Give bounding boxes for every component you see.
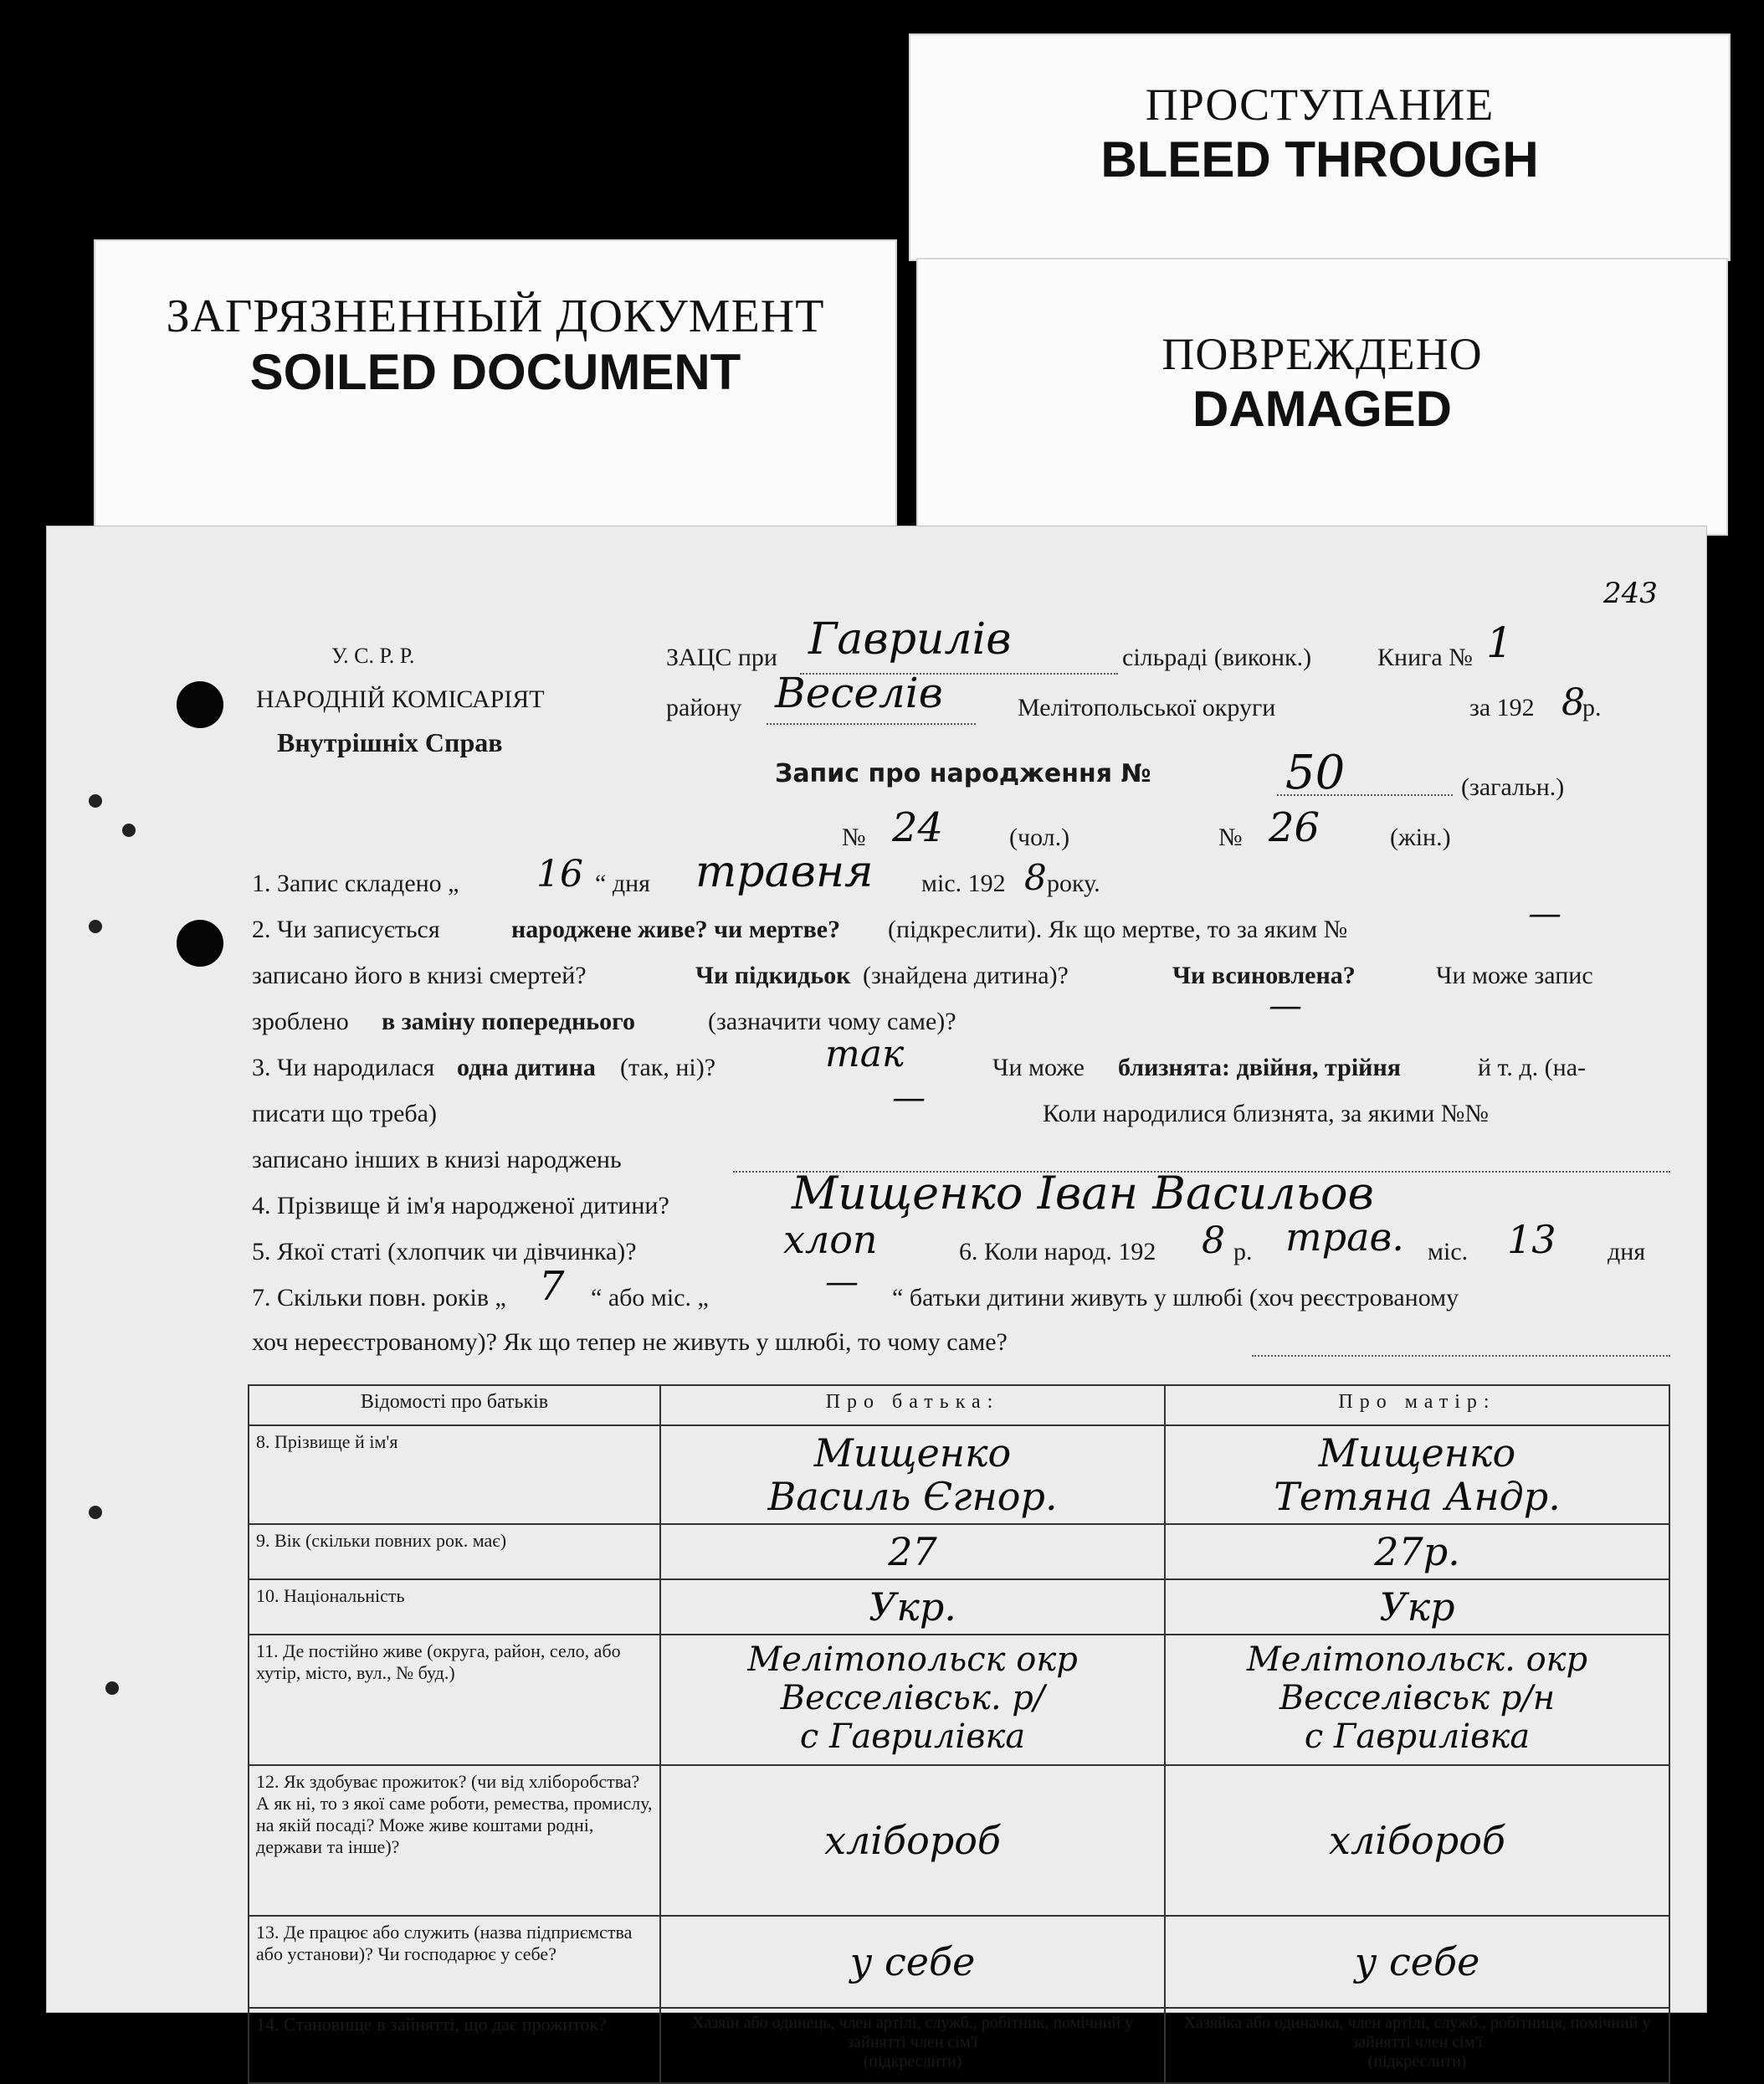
q3-yes-no: (так, ні)? [620, 1054, 716, 1081]
mother-given-name: Тетяна Андр. [1274, 1474, 1561, 1519]
row-question: 10. Національність [249, 1579, 660, 1635]
punch-mark [122, 824, 136, 837]
book-label: Книга № [1377, 644, 1473, 671]
q5-sex-label: 5. Якої статі (хлопчик чи дівчинка)? [252, 1238, 637, 1265]
father-nationality-value: Укр. [869, 1584, 956, 1630]
table-row [249, 1425, 1669, 1524]
bleed-through-label [909, 33, 1731, 261]
row-question: 11. Де постійно живе (округа, район, село, або хутір, місто, вул., № буд.) [249, 1635, 660, 1765]
day-suffix: дня [1608, 1238, 1646, 1265]
q2-answer: — [1528, 895, 1561, 933]
book-number: 1 [1486, 619, 1513, 667]
q2-replacement: в заміну попереднього [382, 1008, 636, 1035]
mother-residence [1165, 1635, 1669, 1765]
male-no-label: № [842, 824, 866, 851]
birth-day: 13 [1507, 1217, 1556, 1262]
q7-months-label: “ або міс. „ [591, 1284, 709, 1311]
q2-replacement-answer: — [1269, 987, 1302, 1025]
female-suffix: (жін.) [1390, 824, 1451, 851]
mother-workplace [1165, 1916, 1669, 2008]
year-suffix: р. [1582, 694, 1602, 721]
mother-nationality-value: Укр [1379, 1584, 1455, 1630]
okrug-label: Мелітопольської округи [1018, 694, 1276, 721]
mother-residence-okrug: Мелітопольск. окр [1246, 1640, 1588, 1679]
father-residence-village: с Гаврилівка [799, 1717, 1026, 1756]
soiled-document-label [94, 239, 897, 532]
punch-hole [177, 681, 223, 728]
fill-line [767, 723, 976, 725]
header-father: Про батька: [660, 1385, 1165, 1425]
father-residence-district: Весселівськ. р/ [780, 1679, 1045, 1717]
father-occupation-value: хлібороб [824, 1818, 1001, 1863]
q4-child-name-label: 4. Прізвище й ім'я народженої дитини? [252, 1192, 669, 1219]
label-en: BLEED THROUGH [1100, 131, 1539, 187]
child-name: Мищенко Іван Васильов [792, 1167, 1374, 1219]
punch-hole [177, 920, 223, 967]
fill-line [1277, 794, 1453, 796]
q3-label: 3. Чи народилася [252, 1054, 435, 1081]
father-age-value: 27 [888, 1529, 937, 1574]
record-day: 16 [536, 853, 583, 896]
label-ru: ЗАГРЯЗНЕННЫЙ ДОКУМЕНТ [166, 290, 825, 342]
damaged-label [916, 258, 1728, 536]
father-workplace-value: у себе [849, 1939, 976, 1984]
q3-one-child: одна дитина [457, 1054, 596, 1081]
father-workplace [660, 1916, 1165, 2008]
father-occupation [660, 1765, 1165, 1916]
birth-month: трав. [1285, 1214, 1404, 1260]
father-status [660, 2008, 1165, 2083]
district-handwritten: Веселів [775, 669, 943, 717]
row-question: 9. Вік (скільки повних рок. має) [249, 1524, 660, 1579]
father-residence-okrug: Мелітопольск окр [747, 1640, 1078, 1679]
q3-etc: й т. д. (на- [1478, 1054, 1587, 1081]
label-ru: ПРОСТУПАНИЕ [1145, 80, 1495, 130]
birth-year: 8 [1202, 1219, 1225, 1262]
q3-twins: близнята: двійня, трійня [1118, 1054, 1401, 1081]
year-handwritten: 8 [1561, 681, 1585, 724]
year-label: року. [1047, 870, 1100, 897]
female-no-label: № [1218, 824, 1243, 851]
header-mother: Про матір: [1165, 1385, 1669, 1425]
male-suffix: (чол.) [1009, 824, 1070, 851]
row-question: 8. Прізвище й ім'я [249, 1425, 660, 1524]
q2-entry: Чи може запис [1436, 962, 1593, 989]
father-status-note: (підкреслити) [863, 2052, 962, 2071]
village-council-suffix: сільраді (виконк.) [1122, 644, 1312, 671]
q3-answer: так [825, 1033, 905, 1075]
father-given-name: Василь Єгнор. [767, 1474, 1058, 1519]
commissariat-label: НАРОДНІЙ КОМІСАРІЯТ [256, 685, 545, 713]
q2-reason: (зазначити чому саме)? [708, 1008, 956, 1035]
marriage-years: 7 [539, 1263, 565, 1310]
table-row [249, 1524, 1669, 1579]
table-row [249, 2008, 1669, 2083]
q3-twins-answer: — [892, 1079, 926, 1117]
punch-mark [105, 1681, 119, 1695]
punch-mark [89, 794, 102, 808]
birth-record-form [46, 526, 1707, 2071]
mother-occupation-value: хлібороб [1329, 1818, 1505, 1863]
table-row [249, 1635, 1669, 1765]
q2-rest: (підкреслити). Як що мертве, то за яким № [888, 916, 1348, 943]
record-month: травня [695, 847, 874, 897]
mother-residence-district: Весселівськ р/н [1279, 1679, 1556, 1717]
q2-foundling: Чи підкидьок [695, 962, 851, 989]
header-info: Відомості про батьків [249, 1385, 660, 1425]
page-number: 243 [1603, 577, 1658, 610]
mother-name [1165, 1425, 1669, 1524]
father-name [660, 1425, 1165, 1524]
month-suffix: міс. [1428, 1238, 1469, 1265]
father-surname: Мищенко [813, 1430, 1012, 1476]
ussr-label: У. С. Р. Р. [331, 644, 415, 668]
mother-age [1165, 1524, 1669, 1579]
table-header [249, 1385, 1669, 1425]
father-residence [660, 1635, 1165, 1765]
birth-year-suffix: р. [1233, 1238, 1253, 1265]
record-year: 8 [1024, 857, 1047, 898]
table-row [249, 1765, 1669, 1916]
fill-line [1252, 1355, 1670, 1357]
general-suffix: (загальн.) [1461, 773, 1565, 801]
day-label: “ дня [595, 870, 650, 897]
q7-not-married: хоч нереєстрованому)? Як що тепер не живуть у шлюбі, то чому саме? [252, 1328, 1008, 1356]
year-prefix: за 192 [1469, 694, 1535, 721]
mother-nationality [1165, 1579, 1669, 1635]
punch-mark [89, 920, 102, 933]
father-nationality [660, 1579, 1165, 1635]
mother-age-value: 27р. [1374, 1529, 1460, 1574]
q2-death-book: записано його в книзі смертей? [252, 962, 587, 989]
internal-affairs-label: Внутрішніх Справ [277, 727, 503, 757]
female-number: 26 [1269, 804, 1320, 851]
q2-found-child: (знайдена дитина)? [863, 962, 1069, 989]
table-row [249, 1916, 1669, 2008]
label-en: DAMAGED [1192, 381, 1452, 437]
mother-surname: Мищенко [1318, 1430, 1516, 1476]
punch-mark [89, 1506, 102, 1519]
male-number: 24 [892, 804, 944, 851]
mother-status [1165, 2008, 1669, 2083]
mother-status-note: (підкреслити) [1367, 2052, 1467, 2071]
village-council-handwritten: Гаврилів [808, 614, 1012, 665]
label-en: SOILED DOCUMENT [249, 344, 741, 400]
q2-options: народжене живе? чи мертве? [511, 916, 841, 943]
q3-birth-book: записано інших в книзі народжень [252, 1146, 622, 1173]
q2-adopted: Чи всиновлена? [1172, 962, 1356, 989]
q6-birth-label: 6. Коли народ. 192 [959, 1238, 1156, 1265]
father-age [660, 1524, 1165, 1579]
q7-marriage-label: “ батьки дитини живуть у шлюбі (хоч реєстрованому [892, 1284, 1459, 1311]
record-number: 50 [1285, 746, 1346, 800]
q3-may: Чи може [992, 1054, 1085, 1081]
father-status-options: Хазяїн або одинець, член артілі, служб., робітник, помічний у зайнятті член сім'ї [691, 2014, 1134, 2051]
mother-residence-village: с Гаврилівка [1304, 1717, 1531, 1756]
q7-years-label: 7. Скільки повн. років „ [252, 1284, 506, 1311]
child-sex: хлоп [783, 1217, 878, 1262]
row-question: 13. Де працює або служить (назва підприємства або установи)? Чи господарює у себе? [249, 1916, 660, 2008]
label-ru: ПОВРЕЖДЕНО [1161, 329, 1483, 379]
record-title: Запис про народження № [775, 759, 1151, 788]
q3-twins-numbers: Коли народилися близнята, за якими №№ [1043, 1100, 1490, 1127]
record-date-label: 1. Запис складено „ [252, 870, 459, 897]
marriage-months: — [825, 1263, 859, 1301]
zags-prefix: ЗАЦС при [666, 644, 777, 671]
district-prefix: району [666, 694, 742, 721]
table-row [249, 1579, 1669, 1635]
q2-made: зроблено [252, 1008, 349, 1035]
parents-table [248, 1384, 1670, 2084]
q2-label: 2. Чи записується [252, 916, 440, 943]
row-question: 14. Становище в зайнятті, що дає прожиток? [249, 2008, 660, 2083]
mother-occupation [1165, 1765, 1669, 1916]
q3-write: писати що треба) [252, 1100, 437, 1127]
mother-status-options: Хазяйка або одиначка, член артілі, служб., робітниця, помічний у зайнятті член сім'ї [1183, 2014, 1651, 2051]
row-question: 12. Як здобуває прожиток? (чи від хліборобства? А як ні, то з якої саме роботи, ремества, промислу, на якій посаді? Може живе коштами родні, держави та інше)? [249, 1765, 660, 1916]
month-label: міс. 192 [921, 870, 1006, 897]
mother-workplace-value: у себе [1354, 1939, 1480, 1984]
